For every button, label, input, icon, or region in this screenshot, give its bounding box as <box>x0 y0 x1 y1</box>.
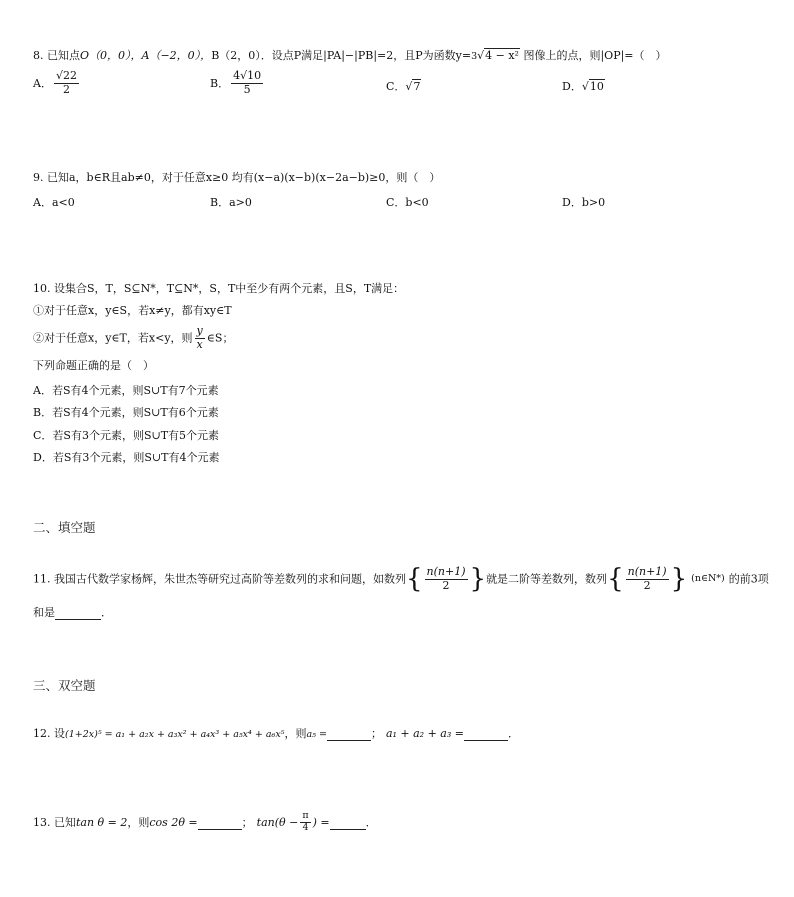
q12-answer-blank-2[interactable] <box>464 727 508 741</box>
q10-fraction-den: x <box>196 337 203 351</box>
q10-line1: 10. 设集合S，T，S⊆N*，T⊆N*，S，T中至少有两个元素，且S，T满足： <box>33 282 405 295</box>
q8-condition: B（2，0）．设点P满足|PA|−|PB|=2，且P为函数y= <box>211 49 472 62</box>
q8-option-b-fraction <box>231 70 263 96</box>
q8-func-coef: 3 <box>471 51 478 62</box>
q8-func-sqrt: √4 − x² <box>477 49 519 62</box>
q8-point-a: A（−2，0）， <box>141 49 212 62</box>
q10-option-b[interactable]: B．若S有4个元素，则S∪T有6个元素 <box>33 406 219 419</box>
section-title-double: 三、双空题 <box>33 678 96 693</box>
q12-stem <box>33 727 519 741</box>
q13-variable-1: cos 2θ = <box>149 815 198 829</box>
q11-brace-right: } <box>469 564 487 595</box>
q11-text-b: 就是二阶等差数列，数列 <box>486 572 608 586</box>
q8-point-o: O（0，0）， <box>80 49 142 62</box>
q11-brace-left-2: { <box>607 564 624 595</box>
q8-option-b-num: 4√10 <box>233 69 262 82</box>
q13-end: ． <box>365 815 377 829</box>
q11-fraction-2-den: 2 <box>643 578 651 592</box>
q8-prefix: 8. 已知点 <box>33 49 80 62</box>
q11-line1 <box>33 564 769 595</box>
q12-variable-1: a₅ = <box>306 729 327 740</box>
q13-answer-blank-1[interactable] <box>198 815 242 829</box>
q9-stem: 9. 已知a，b∈R且ab≠0，对于任意x≥0 均有(x−a)(x−b)(x−2a−b)≥0，则（ ） <box>33 171 441 184</box>
q10-option-c[interactable]: C．若S有3个元素，则S∪T有5个元素 <box>33 429 220 442</box>
section-title-fill: 二、填空题 <box>33 520 96 535</box>
q11-condition: (n∈N*) <box>691 573 725 585</box>
q8-option-d-sqrt: √10 <box>581 80 604 93</box>
q10-condition-2 <box>33 325 233 351</box>
q8-option-a[interactable] <box>33 70 81 96</box>
q8-option-c-value: 7 <box>413 80 421 93</box>
q12-answer-blank-1[interactable] <box>327 727 371 741</box>
q10-option-d[interactable]: D．若S有3个元素，则S∪T有4个元素 <box>33 451 220 464</box>
q12-expression: (1+2x)⁵ = a₁ + a₂x + a₃x² + a₄x³ + a₅x⁴ + a₆x⁵ <box>65 729 285 740</box>
q8-option-d[interactable] <box>562 78 605 94</box>
q8-option-a-label: A． <box>33 77 52 91</box>
q13-pi-fraction <box>300 811 310 834</box>
q12-text-a: 12. 设 <box>33 727 65 740</box>
q10-prompt: 下列命题正确的是（ ） <box>33 359 154 372</box>
q11-brace-left: { <box>406 564 423 595</box>
q12-variable-2: a₁ + a₂ + a₃ = <box>385 727 464 740</box>
q8-option-d-label: D． <box>562 80 582 93</box>
q8-option-c[interactable] <box>386 78 421 94</box>
q8-option-c-label: C． <box>386 80 406 93</box>
q12-text-b: ，则 <box>284 727 307 740</box>
q11-fraction-2 <box>626 566 669 592</box>
q10-condition-2-a: ②对于任意x，y∈T，若x<y，则 <box>33 331 193 345</box>
q10-fraction <box>195 325 205 351</box>
q8-option-a-den: 2 <box>62 82 70 96</box>
q9-option-c[interactable]: C．b<0 <box>386 196 429 209</box>
q11-line2 <box>33 606 112 620</box>
q10-condition-1: ①对于任意x，y∈S，若x≠y，都有xy∈T <box>33 304 232 317</box>
q11-fraction-1 <box>425 566 468 592</box>
q13-variable-2a: tan(θ − <box>256 815 299 829</box>
q10-option-a[interactable]: A．若S有4个元素，则S∪T有7个元素 <box>33 384 219 397</box>
q13-given: tan θ = 2 <box>76 815 128 829</box>
q13-variable-2b: ) = <box>312 815 330 829</box>
q12-separator: ； <box>370 727 382 740</box>
q8-option-d-value: 10 <box>589 80 604 93</box>
q13-text-b: ，则 <box>127 815 150 829</box>
q10-condition-2-b: ∈S； <box>206 331 234 345</box>
q8-option-a-fraction <box>54 70 79 96</box>
q11-fraction-2-num: n(n+1) <box>627 565 667 578</box>
q11-fraction-1-num: n(n+1) <box>426 565 466 578</box>
q10-fraction-num: y <box>196 324 203 337</box>
q8-option-c-sqrt: √7 <box>405 80 421 93</box>
q11-fraction-1-den: 2 <box>442 578 450 592</box>
q8-suffix: 图像上的点，则|OP|=（ ） <box>519 49 667 62</box>
q11-text-c: 的前3项 <box>728 572 769 586</box>
q8-option-b[interactable] <box>210 70 265 96</box>
q8-option-b-label: B． <box>210 77 230 91</box>
q8-stem <box>33 49 667 62</box>
q13-text-a: 13. 已知 <box>33 815 76 829</box>
q11-brace-right-2: } <box>670 564 688 595</box>
q13-separator: ； <box>241 815 253 829</box>
q13-pi-den: 4 <box>302 821 309 833</box>
q8-func-radicand: 4 − x² <box>485 49 519 62</box>
q9-option-a[interactable]: A．a<0 <box>33 196 75 209</box>
q11-answer-blank[interactable] <box>55 606 101 620</box>
q12-end: ． <box>507 727 519 740</box>
q9-option-d[interactable]: D．b>0 <box>562 196 606 209</box>
q8-option-a-num: √22 <box>55 69 77 82</box>
q11-line2-text: 和是 <box>33 606 55 619</box>
q11-text-a: 11. 我国古代数学家杨辉，朱世杰等研究过高阶等差数列的求和问题，如数列 <box>33 572 406 586</box>
q11-line2-end: ． <box>101 606 112 619</box>
q8-option-b-den: 5 <box>243 82 251 96</box>
q9-option-b[interactable]: B．a>0 <box>210 196 252 209</box>
q13-answer-blank-2[interactable] <box>330 815 366 829</box>
q13-pi-num: π <box>302 810 309 821</box>
q13-stem <box>33 811 377 834</box>
